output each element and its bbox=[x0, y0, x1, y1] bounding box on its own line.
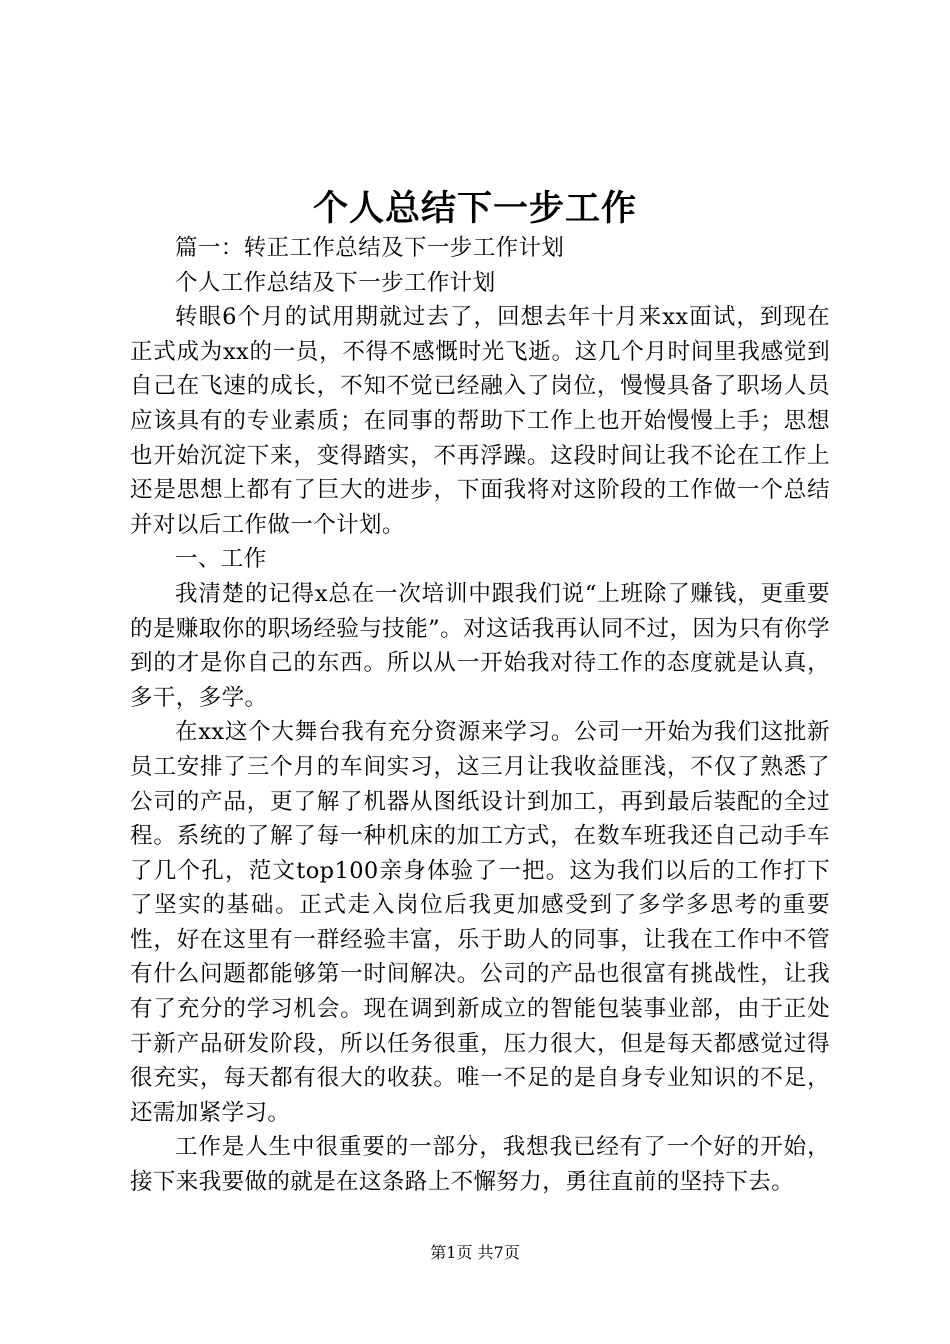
document-body bbox=[130, 231, 830, 1200]
subheading: 个人工作总结及下一步工作计划 bbox=[175, 269, 496, 296]
body-paragraph: 在xx这个大舞台我有充分资源来学习。公司一开始为我们这批新员工安排了三个月的车间实习，这三月让我收益匪浅，不仅了熟悉了公司的产品，更了解了机器从图纸设计到加工，再到最后装配的全过程。系统的了解了每一种机床的加工方式，在数车班我还自己动手车了几个孔，范文top100亲身体验了一把。这为我们以后的工作打下了坚实的基础。正式走入岗位后我更加感受到了多学多思考的重要性，好在这里有一群经验丰富，乐于助人的同事，让我在工作中不管有什么问题都能够第一时间解决。公司的产品也很富有挑战性，让我有了充分的学习机会。现在调到新成立的智能包装事业部，由于正处于新产品研发阶段，所以任务很重，压力很大，但是每天都感觉过得很充实，每天都有很大的收获。唯一不足的是自身专业知识的不足，还需加紧学习。 bbox=[130, 719, 830, 1126]
section-heading: 篇一：转正工作总结及下一步工作计划 bbox=[175, 235, 565, 261]
body-paragraph: 转眼6个月的试用期就过去了，回想去年十月来xx面试，到现在正式成为xx的一员，不得不感慨时光飞逝。这几个月时间里我感觉到自己在飞速的成长，不知不觉已经融入了岗位，慢慢具备了职场人员应该具有的专业素质；在同事的帮助下工作上也开始慢慢上手；思想也开始沉淀下来，变得踏实，不再浮躁。这段时间让我不论在工作上还是思想上都有了巨大的进步，下面我将对这阶段的工作做一个总结并对以后工作做一个计划。 bbox=[130, 304, 830, 538]
section-heading-work: 一、工作 bbox=[175, 546, 267, 573]
body-paragraph: 我清楚的记得x总在一次培训中跟我们说“上班除了赚钱，更重要的是赚取你的职场经验与技能”。对这话我再认同不过，因为只有你学到的才是你自己的东西。所以从一开始我对待工作的态度就是认真，多干，多学。 bbox=[130, 580, 830, 711]
document-title: 个人总结下一步工作 bbox=[312, 189, 637, 229]
body-paragraph: 工作是人生中很重要的一部分，我想我已经有了一个好的开始，接下来我要做的就是在这条路上不懈努力，勇往直前的坚持下去。 bbox=[130, 1134, 830, 1196]
page-footer: 第1页 共7页 bbox=[430, 1243, 520, 1262]
